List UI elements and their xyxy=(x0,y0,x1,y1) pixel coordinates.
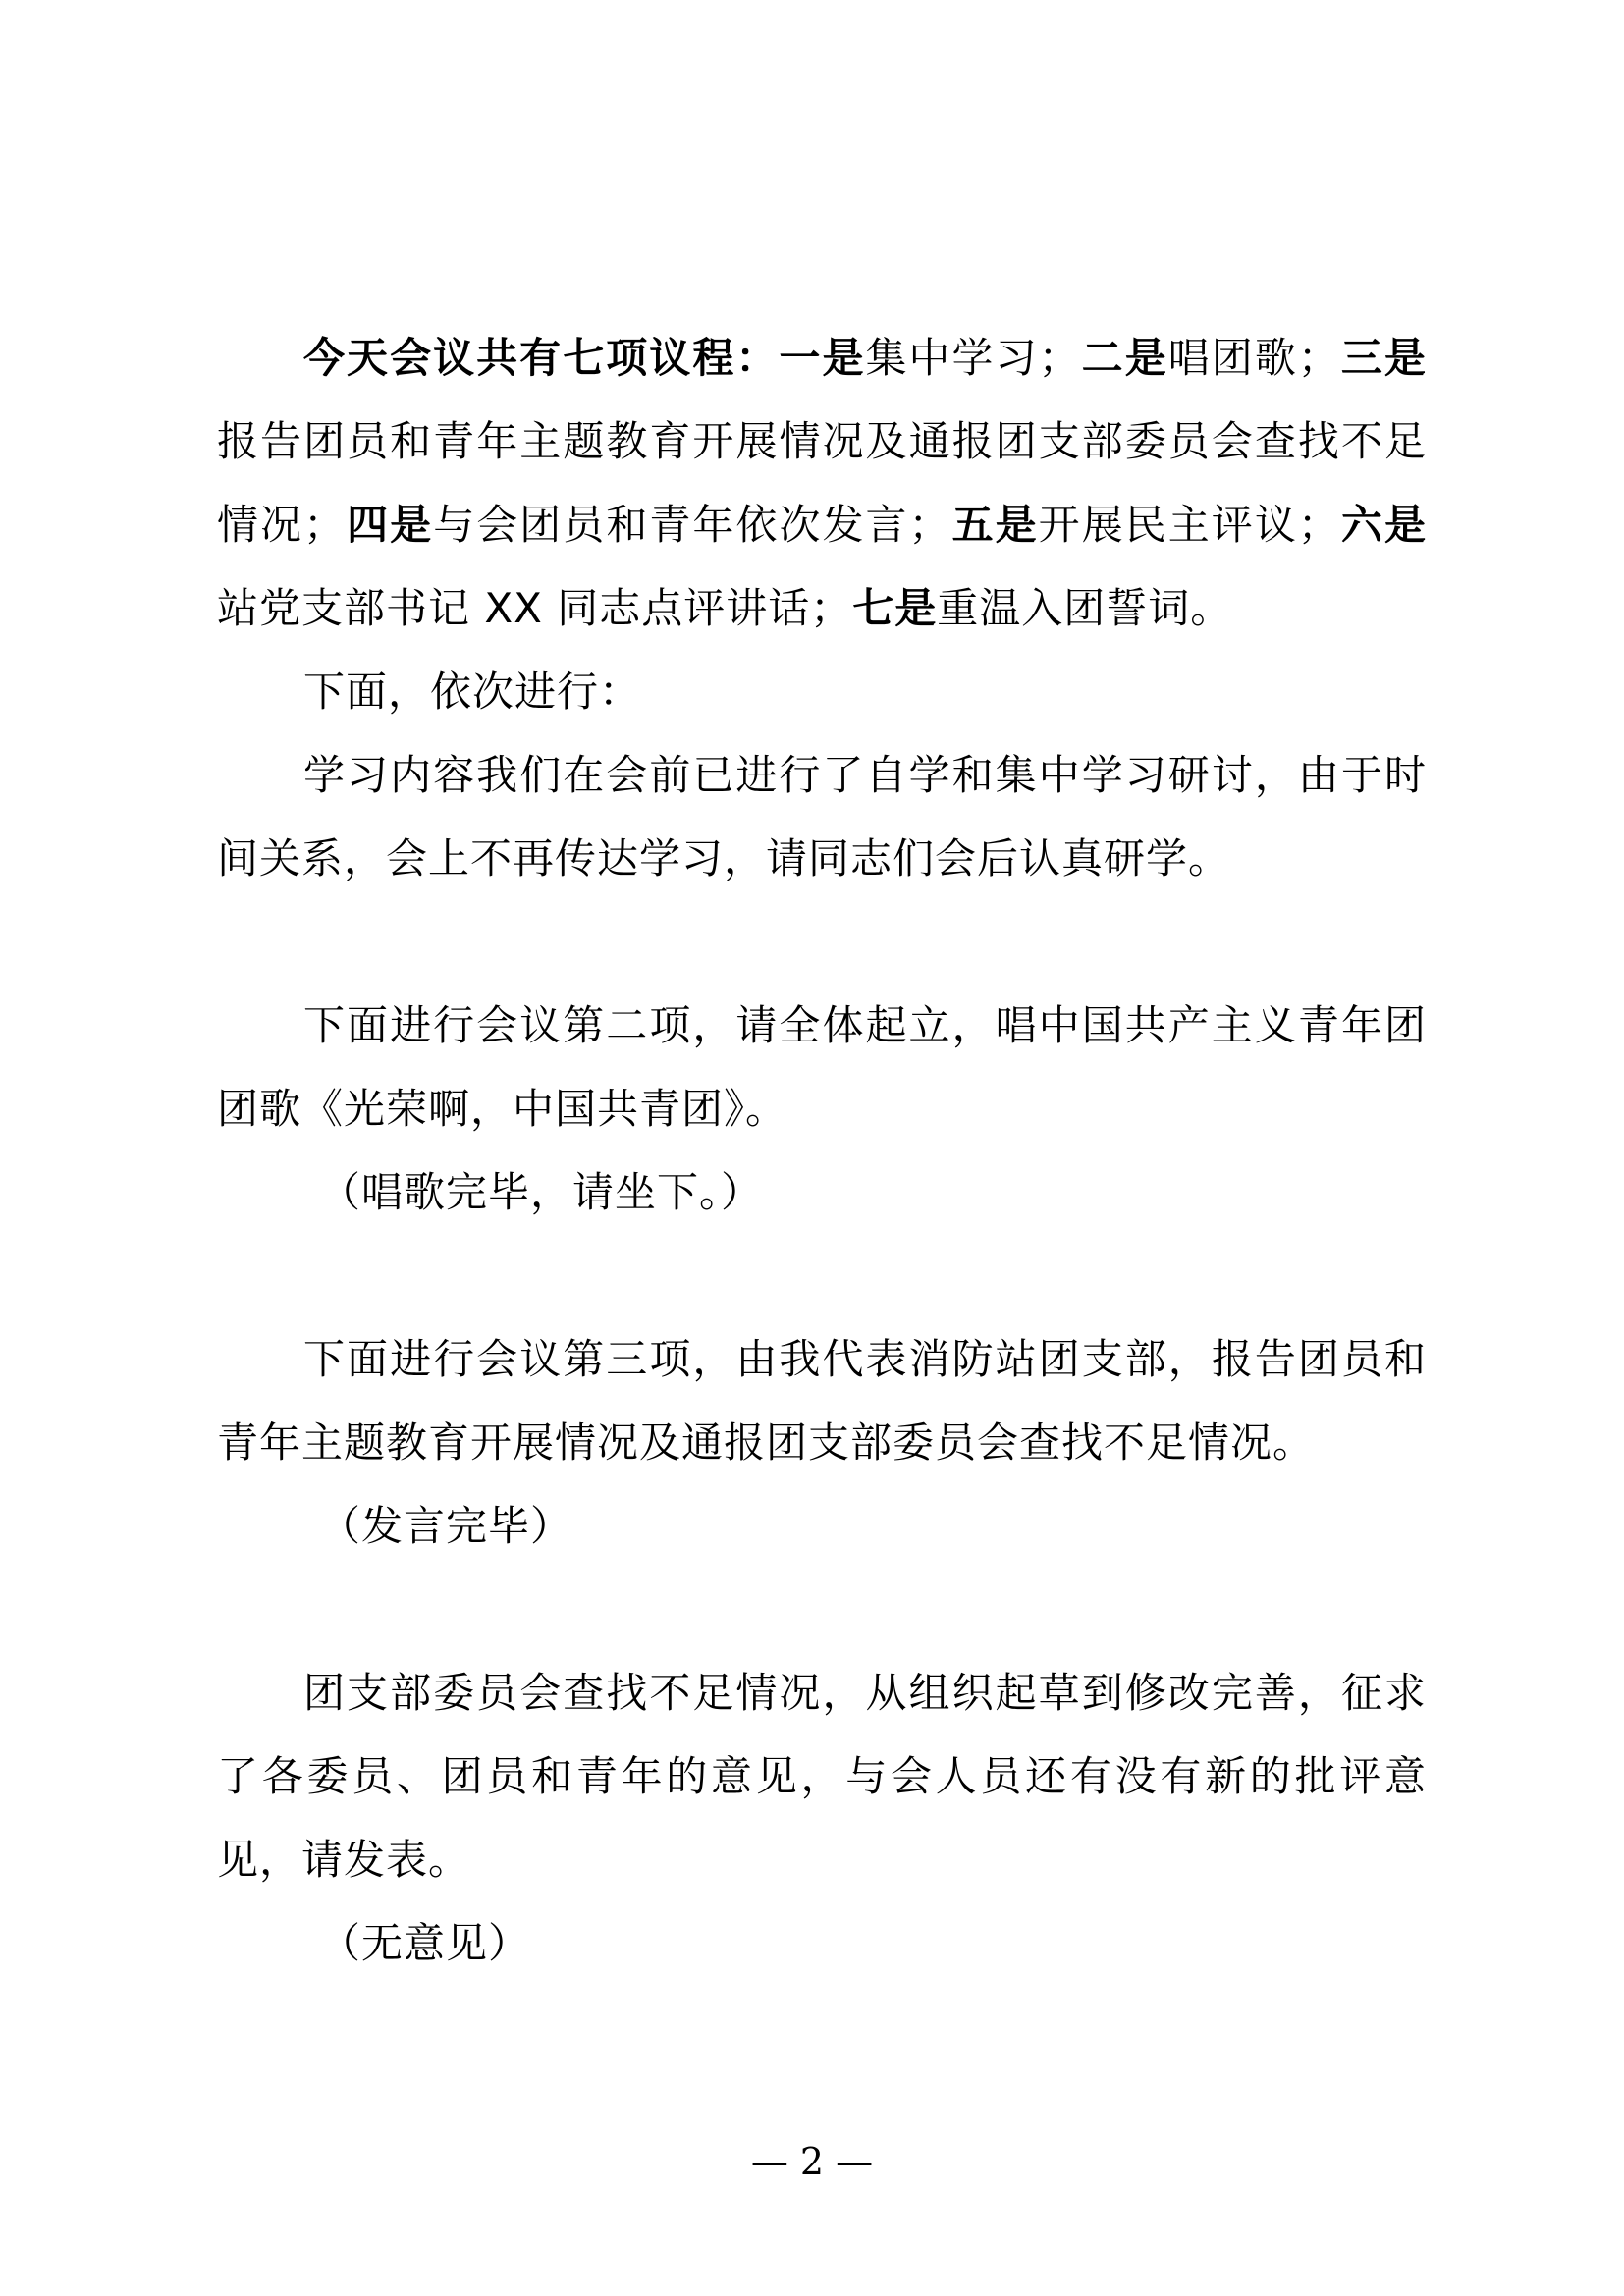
item2-paragraph: 下面进行会议第二项，请全体起立，唱中国共产主义青年团团歌《光荣啊，中国共青团》。 xyxy=(217,1001,1427,1133)
agenda-item-1: 集中学习； xyxy=(865,334,1081,382)
agenda-item-3: 报告团员和青年主题教育开展情况及通报团支部委员会查找不足情况； xyxy=(217,417,1427,549)
opinions-note: （无意见） xyxy=(319,1919,531,1967)
item2-note: （唱歌完毕，请坐下。） xyxy=(319,1168,764,1216)
item3-paragraph: 下面进行会议第三项，由我代表消防站团支部，报告团员和青年主题教育开展情况及通报团支部委员会查找不足情况。 xyxy=(217,1335,1427,1467)
agenda-paragraph xyxy=(217,316,1427,650)
agenda-item-2: 唱团歌； xyxy=(1167,334,1340,382)
agenda-label-4: 四是 xyxy=(346,501,434,549)
study-paragraph: 学习内容我们在会前已进行了自学和集中学习研讨，由于时间关系，会上不再传达学习，请同志们会后认真研学。 xyxy=(217,751,1427,882)
agenda-item-7: 重温入团誓词。 xyxy=(937,584,1233,632)
agenda-label-5: 五是 xyxy=(950,501,1039,549)
agenda-item-5: 开展民主评议； xyxy=(1038,501,1340,549)
spacer xyxy=(217,1234,1427,1317)
agenda-label-2: 二是 xyxy=(1080,334,1168,382)
opinions-paragraph: 团支部委员会查找不足情况，从组织起草到修改完善，征求了各委员、团员和青年的意见，与会人员还有没有新的批评意见，请发表。 xyxy=(217,1669,1427,1884)
agenda-item-6: 站党支部书记 XX 同志点评讲话； xyxy=(217,584,853,632)
agenda-label-6: 六是 xyxy=(1339,501,1427,549)
spacer xyxy=(217,1568,1427,1651)
document-page xyxy=(217,316,1427,1985)
agenda-label-3: 三是 xyxy=(1339,334,1427,382)
agenda-item-4: 与会团员和青年依次发言； xyxy=(433,501,951,549)
spacer xyxy=(217,900,1427,984)
agenda-label-1: 一是 xyxy=(779,334,866,382)
agenda-heading: 今天会议共有七项议程： xyxy=(303,334,780,382)
item3-note: （发言完毕） xyxy=(319,1502,573,1550)
proceed-paragraph: 下面，依次进行： xyxy=(303,667,642,716)
agenda-label-7: 七是 xyxy=(852,584,938,632)
page-number: — 2 — xyxy=(750,2140,874,2183)
